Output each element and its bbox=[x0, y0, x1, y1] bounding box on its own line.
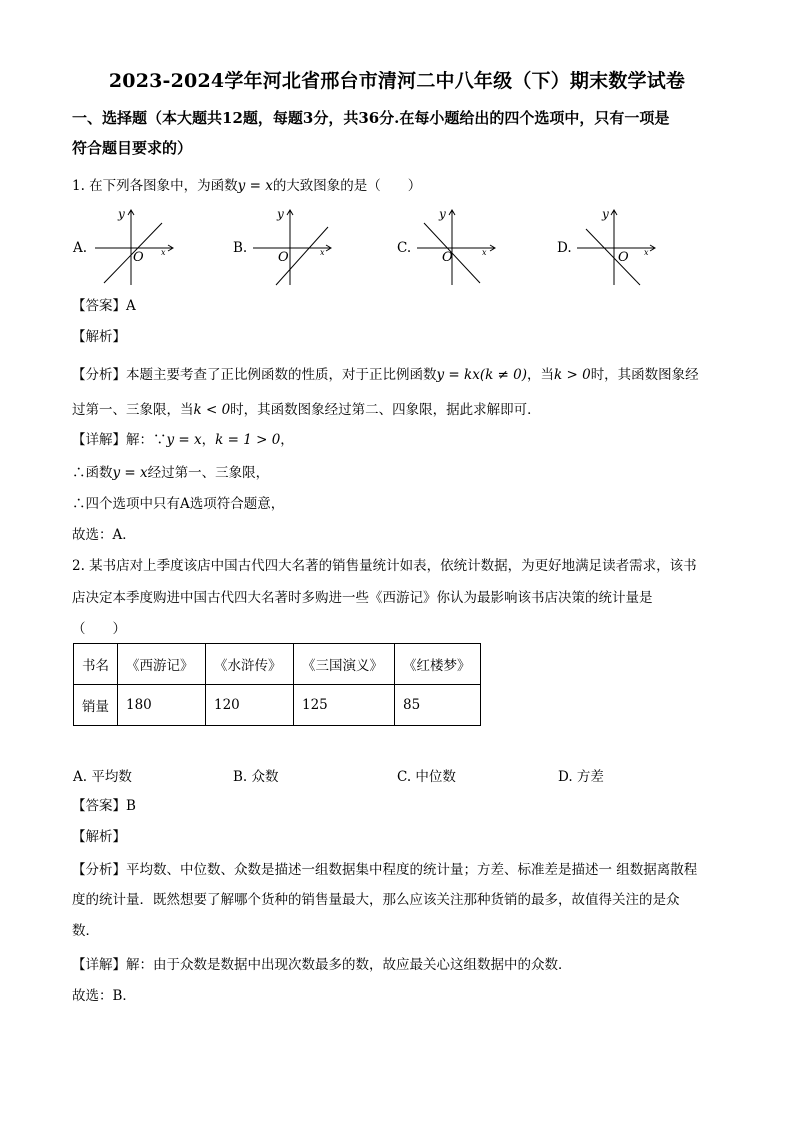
q1-analysis-text-2: ，当 bbox=[527, 367, 555, 383]
table-cell: 《西游记》 bbox=[118, 644, 206, 685]
table-cell: 《水浒传》 bbox=[206, 644, 294, 685]
q1-analysis-text-5: 时，其函数图象经过第二、四象限，据此求解即可． bbox=[230, 402, 541, 418]
q1-analysis-k-positive: k > 0 bbox=[554, 367, 591, 383]
q2-detail-tag: 【详解】 bbox=[72, 957, 126, 973]
page-title: 2023-2024学年河北省邢台市清河二中八年级（下）期末数学试卷 bbox=[108, 70, 686, 92]
q1-option-c-label: C. bbox=[397, 240, 412, 256]
q1-formula: y = x bbox=[237, 178, 273, 194]
q2-choice-c: C. 中位数 bbox=[397, 769, 456, 785]
q1-detail-text: 解：∵ bbox=[126, 432, 167, 448]
q1-option-a-label: A. bbox=[73, 240, 88, 256]
q1-detail-k: k = 1 > 0 bbox=[215, 432, 281, 448]
origin-label: O bbox=[442, 250, 453, 265]
q2-stem-line-3: （ ） bbox=[72, 621, 126, 637]
q2-answer: 【答案】B bbox=[72, 798, 136, 814]
origin-label: O bbox=[278, 250, 289, 265]
q2-analysis-tag: 【分析】 bbox=[72, 862, 126, 878]
table-cell: 销量 bbox=[74, 685, 118, 726]
q1-detail-text-3: 经过第一、三象限， bbox=[147, 465, 270, 481]
sales-table bbox=[73, 643, 481, 726]
q1-analysis-text-3: 时，其函数图象经 bbox=[590, 367, 699, 383]
q1-detail-line-3: ∴四个选项中只有A选项符合题意， bbox=[72, 496, 285, 512]
q1-analysis-formula: y = kx(k ≠ 0) bbox=[436, 367, 528, 383]
q1-analysis-k-negative: k < 0 bbox=[193, 402, 231, 418]
x-label: x bbox=[161, 248, 166, 257]
q2-choice-d: D. 方差 bbox=[558, 769, 604, 785]
section-heading-line-1: 一、选择题（本大题共12题，每题3分，共36分.在每小题给出的四个选项中，只有一项是 bbox=[72, 109, 670, 127]
y-label: y bbox=[439, 207, 446, 221]
q1-option-b-label: B. bbox=[233, 240, 248, 256]
q1-option-b-graph bbox=[250, 205, 340, 287]
q2-stem-line-2: 店决定本季度购进中国古代四大名著时多购进一些《西游记》你认为最影响该书店决策的统计量是 bbox=[72, 590, 653, 606]
q1-result: 故选：A． bbox=[72, 527, 136, 543]
q1-analysis-line-1 bbox=[72, 365, 699, 385]
q1-analysis-text: 本题主要考查了正比例函数的性质，对于正比例函数 bbox=[126, 367, 437, 383]
q1-detail-tag: 【详解】 bbox=[72, 432, 126, 448]
q1-detail-comma: ， bbox=[201, 432, 216, 448]
table-cell: 125 bbox=[294, 685, 395, 726]
q2-jiexi: 【解析】 bbox=[72, 829, 126, 845]
q2-analysis-text: 平均数、中位数、众数是描述一组数据集中程度的统计量；方差、标准差是描述一 组数据离散程 bbox=[126, 862, 698, 878]
q1-detail-text-2: ∴函数 bbox=[72, 465, 113, 481]
q1-option-d-graph bbox=[574, 205, 664, 287]
table-header-row bbox=[74, 644, 481, 685]
q2-result: 故选：B． bbox=[72, 988, 136, 1004]
q2-analysis-line-2: 度的统计量．既然想要了解哪个货种的销售量最大，那么应该关注那种货销的最多，故值得关注的是众 bbox=[72, 892, 680, 908]
origin-label: O bbox=[133, 250, 144, 265]
q1-stem bbox=[72, 176, 421, 196]
q2-choice-b: B. 众数 bbox=[233, 769, 279, 785]
q1-stem-suffix: 的大致图象的是（ ） bbox=[272, 178, 422, 194]
table-cell: 85 bbox=[395, 685, 481, 726]
q1-option-a-graph bbox=[90, 205, 180, 287]
table-cell: 《三国演义》 bbox=[294, 644, 395, 685]
q1-detail-line-2 bbox=[72, 463, 269, 483]
q1-option-c-graph bbox=[412, 205, 502, 287]
q1-answer: 【答案】A bbox=[72, 298, 136, 314]
q1-detail-line-1 bbox=[72, 430, 294, 450]
table-cell: 120 bbox=[206, 685, 294, 726]
y-label: y bbox=[118, 207, 125, 221]
y-label: y bbox=[277, 207, 284, 221]
q1-detail-comma-2: ， bbox=[280, 432, 294, 448]
q2-analysis-line-3: 数． bbox=[72, 923, 99, 939]
x-label: x bbox=[644, 248, 649, 257]
q2-detail bbox=[72, 955, 572, 975]
function-line bbox=[586, 229, 640, 285]
q1-analysis-line-2 bbox=[72, 400, 541, 420]
origin-label: O bbox=[618, 250, 629, 265]
x-label: x bbox=[482, 248, 487, 257]
q1-analysis-tag: 【分析】 bbox=[72, 367, 126, 383]
table-cell: 书名 bbox=[74, 644, 118, 685]
q1-option-d-label: D. bbox=[557, 240, 572, 256]
section-heading-line-2: 符合题目要求的） bbox=[72, 139, 193, 157]
q1-jiexi: 【解析】 bbox=[72, 329, 126, 345]
q1-detail-formula: y = x bbox=[166, 432, 202, 448]
x-label: x bbox=[320, 248, 325, 257]
y-label: y bbox=[602, 207, 609, 221]
q1-detail-formula-2: y = x bbox=[112, 465, 148, 481]
q2-detail-text: 解：由于众数是数据中出现次数最多的数，故应最关心这组数据中的众数． bbox=[126, 957, 572, 973]
q1-stem-text: 1. 在下列各图象中，为函数 bbox=[72, 178, 238, 194]
table-row bbox=[74, 685, 481, 726]
q2-choice-a: A. 平均数 bbox=[73, 769, 132, 785]
table-cell: 180 bbox=[118, 685, 206, 726]
q2-stem-line-1: 2. 某书店对上季度该店中国古代四大名著的销售量统计如表，依统计数据，为更好地满足读者需求，该书 bbox=[72, 558, 697, 574]
q2-analysis-line-1 bbox=[72, 860, 697, 880]
q1-analysis-text-4: 过第一、三象限，当 bbox=[72, 402, 194, 418]
table-cell: 《红楼梦》 bbox=[395, 644, 481, 685]
